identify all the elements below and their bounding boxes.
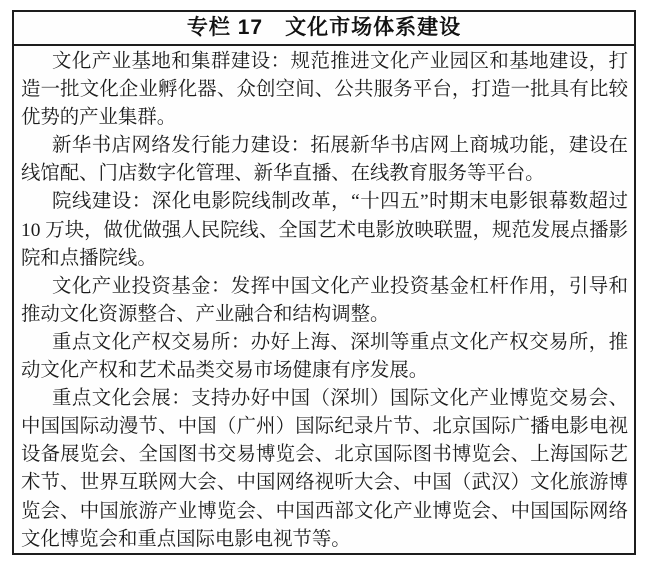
panel-title: 专栏 17 文化市场体系建设 bbox=[14, 12, 634, 46]
special-column-box bbox=[12, 10, 636, 555]
paragraph-cinema-chain-construction: 院线建设：深化电影院线制改革，“十四五”时期末电影银幕数超过 10 万块，做优做强人民院线、全国艺术电影放映联盟，规范发展点播影院和点播院线。 bbox=[21, 191, 628, 269]
panel-body bbox=[14, 46, 634, 554]
paragraph-key-culture-expos: 重点文化会展：支持办好中国（深圳）国际文化产业博览交易会、中国国际动漫节、中国（广州）国际纪录片节、北京国际广播电影电视设备展览会、全国图书交易博览会、北京国际图书博览会、上海国际艺术节、世界互联网大会、中国网络视听大会、中国（武汉）文化旅游博览会、中国旅游产业博览会、中国西部文化产业博览会、中国国际网络文化博览会和重点国际电影电视节等。 bbox=[21, 388, 628, 550]
paragraph-culture-property-exchanges: 重点文化产权交易所：办好上海、深圳等重点文化产权交易所，推动文化产权和艺术品类交易市场健康有序发展。 bbox=[21, 331, 628, 382]
paragraph-xinhua-bookstore-network: 新华书店网络发行能力建设：拓展新华书店网上商城功能，建设在线馆配、门店数字化管理、新华直播、在线教育服务等平台。 bbox=[21, 135, 628, 185]
paragraph-culture-investment-fund: 文化产业投资基金：发挥中国文化产业投资基金杠杆作用，引导和推动文化资源整合、产业融合和结构调整。 bbox=[21, 275, 628, 325]
paragraph-culture-industry-bases: 文化产业基地和集群建设：规范推进文化产业园区和基地建设，打造一批文化企业孵化器、众创空间、公共服务平台，打造一批具有比较优势的产业集群。 bbox=[21, 51, 628, 129]
